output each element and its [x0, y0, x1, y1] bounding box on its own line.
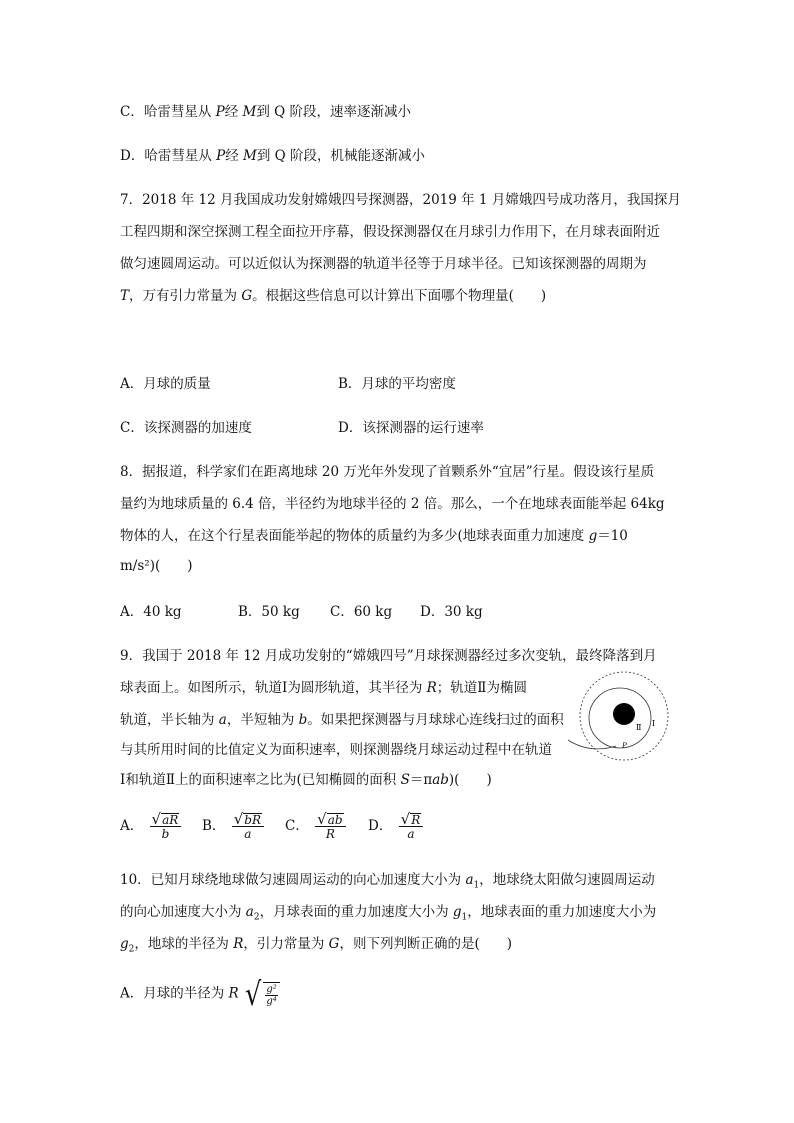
- q8-option-d: D．30 kg: [420, 604, 483, 620]
- q7-option-d: D．该探测器的运行速率: [338, 420, 484, 436]
- q8-line-4: m/s²)( ): [120, 558, 193, 574]
- q10-line-2: 的向心加速度大小为 $a_2$，月球表面的重力加速度大小为 $g_1$，地球表面的重力加速度大小为: [120, 904, 657, 923]
- q9-orbit-diagram: [560, 668, 685, 768]
- q8-option-a: A．40 kg: [120, 604, 182, 620]
- q7-option-b: B．月球的平均密度: [338, 376, 456, 392]
- q9-line-1: 9．我国于 2018 年 12 月成功发射的“嫦娥四号”月球探测器经过多次变轨，最终降落到月: [120, 648, 657, 664]
- q10-line-1: 10．已知月球绕地球做匀速圆周运动的向心加速度大小为 $a_1$，地球绕太阳做匀速圆周运动: [120, 872, 655, 891]
- q8-line-3: 物体的人，在这个行星表面能举起的物体的质量约为多少(地球表面重力加速度 g＝10: [120, 528, 628, 544]
- q9-option-b: B． √ bR a: [202, 812, 264, 841]
- point-p-label: P: [622, 742, 627, 750]
- q9-line-3: 轨道，半长轴为 a，半短轴为 b。如果把探测器与月球球心连线扫过的面积: [120, 712, 564, 728]
- q10-option-a: A．月球的半径为 R √ g² g⁴: [120, 978, 280, 1010]
- q9-line-5: Ⅰ和轨道Ⅱ上的面积速率之比为(已知椭圆的面积 S＝πab)( ): [120, 772, 492, 788]
- q9-option-a: A． √ aR b: [120, 812, 181, 841]
- q8-option-b: B．50 kg: [238, 604, 300, 620]
- orbit-1-label: Ⅰ: [652, 719, 656, 728]
- q9-line-4: 与其所用时间的比值定义为面积速率，则探测器绕月球运动过程中在轨道: [120, 742, 552, 758]
- q7-line-3: 做匀速圆周运动。可以近似认为探测器的轨道半径等于月球半径。已知该探测器的周期为: [120, 256, 647, 272]
- q7-line-2: 工程四期和深空探测工程全面拉开序幕，假设探测器仅在月球引力作用下，在月球表面附近: [120, 224, 660, 240]
- q7-option-a: A．月球的质量: [120, 376, 211, 392]
- q10-line-3: $g_2$，地球的半径为 R，引力常量为 G，则下列判断正确的是( ): [120, 936, 512, 955]
- q7-line-4: T，万有引力常量为 G。根据这些信息可以计算出下面哪个物理量( ): [120, 288, 547, 304]
- q6-option-d: D．哈雷彗星从 P经 M到 Q 阶段，机械能逐渐减小: [120, 148, 425, 164]
- orbit-2-label: Ⅱ: [636, 723, 642, 732]
- transfer-trajectory: [568, 740, 616, 749]
- q9-option-d: D． √ R a: [368, 812, 423, 841]
- q7-option-c: C．该探测器的加速度: [120, 420, 252, 436]
- q7-line-1: 7．2018 年 12 月我国成功发射嫦娥四号探测器，2019 年 1 月嫦娥四号成功落月，我国探月: [120, 192, 681, 208]
- q9-option-c: C． √ ab R: [285, 812, 346, 841]
- q8-line-2: 量约为地球质量的 6.4 倍，半径约为地球半径的 2 倍。那么，一个在地球表面能举起 64kg: [120, 496, 665, 512]
- moon: [613, 703, 635, 725]
- q8-line-1: 8．据报道，科学家们在距离地球 20 万光年外发现了首颗系外“宜居”行星。假设该行星质: [120, 464, 655, 480]
- q8-option-c: C．60 kg: [330, 604, 393, 620]
- q6-option-c: C．哈雷彗星从 P经 M到 Q 阶段，速率逐渐减小: [120, 104, 411, 120]
- q9-line-2: 球表面上。如图所示，轨道Ⅰ为圆形轨道，其半径为 R；轨道Ⅱ为椭圆: [120, 680, 527, 696]
